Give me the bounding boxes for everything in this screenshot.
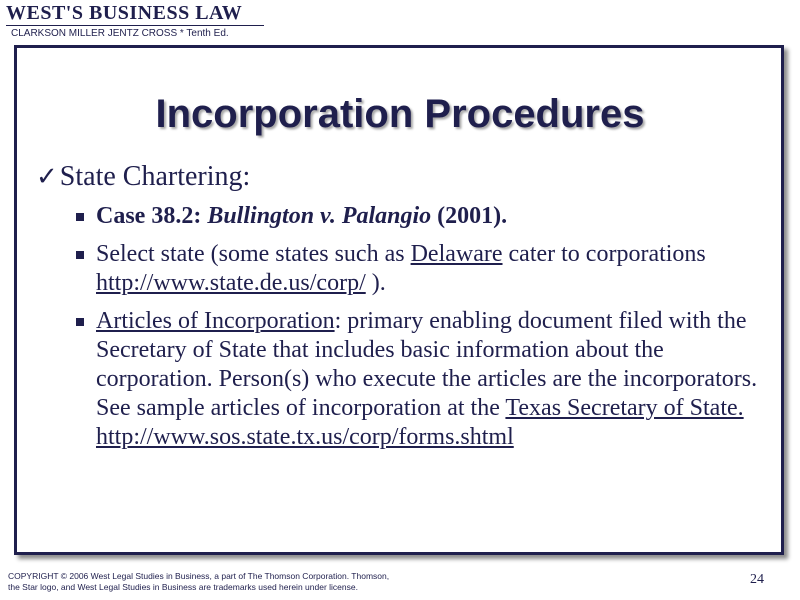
select-text-mid: cater to corporations bbox=[502, 241, 706, 267]
heading-state-chartering bbox=[36, 160, 250, 194]
case-name: Bullington v. Palangio bbox=[207, 203, 432, 229]
articles-body: : primary enabling document filed with the Secretary of State that includes basic information about the corporation. Person(s) who execute the articles are the incorporators. See sample articles of incorporation at the bbox=[96, 308, 758, 421]
copyright-line-2: the Star logo, and West Legal Studies in Business are trademarks used herein under license. bbox=[8, 582, 358, 592]
articles-term-link[interactable]: Articles of Incorporation bbox=[96, 308, 335, 334]
book-authors-edition: CLARKSON MILLER JENTZ CROSS * Tenth Ed. bbox=[11, 28, 229, 39]
select-text-pre: Select state (some states such as bbox=[96, 241, 411, 267]
book-title: WEST'S BUSINESS LAW bbox=[6, 2, 243, 24]
square-bullet-icon bbox=[76, 213, 84, 221]
bullet-list bbox=[74, 202, 774, 461]
delaware-url-link[interactable]: http://www.state.de.us/corp/ bbox=[96, 270, 366, 296]
list-item-articles bbox=[74, 307, 774, 452]
square-bullet-icon bbox=[76, 318, 84, 326]
slide-title: Incorporation Procedures bbox=[155, 92, 645, 136]
checkmark-icon: ✓ bbox=[36, 162, 58, 192]
case-year: (2001). bbox=[437, 203, 508, 229]
select-text-post: ). bbox=[365, 270, 386, 296]
list-item-select-state bbox=[74, 240, 774, 298]
texas-sos-link[interactable]: Texas Secretary of State. bbox=[505, 395, 744, 421]
delaware-link[interactable]: Delaware bbox=[410, 241, 503, 267]
publisher-logo bbox=[6, 2, 242, 39]
copyright-footer bbox=[8, 571, 389, 593]
square-bullet-icon bbox=[76, 251, 84, 259]
texas-url-link[interactable]: http://www.sos.state.tx.us/corp/forms.shtml bbox=[96, 424, 514, 450]
list-item-case bbox=[74, 202, 774, 231]
case-label: Case 38.2: bbox=[96, 203, 202, 229]
logo-divider bbox=[6, 25, 264, 26]
copyright-line-1: COPYRIGHT © 2006 West Legal Studies in Business, a part of The Thomson Corporation. Thomson, bbox=[8, 571, 390, 581]
level1-label: State Chartering: bbox=[59, 161, 251, 192]
page-number: 24 bbox=[750, 572, 764, 587]
